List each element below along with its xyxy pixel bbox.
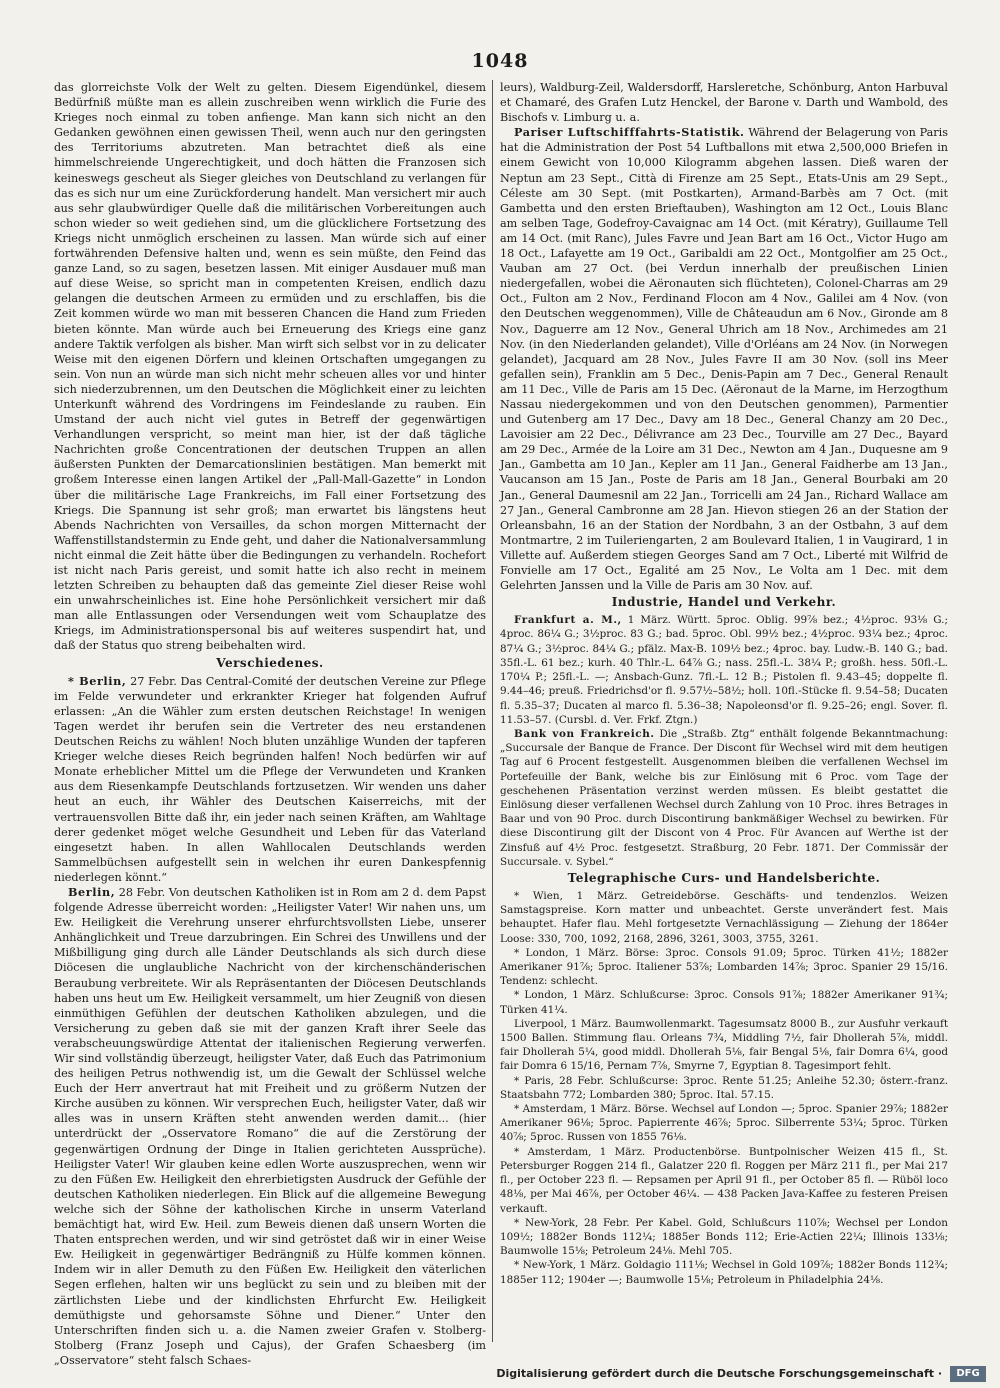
- dfg-logo: DFG: [950, 1366, 986, 1382]
- market-report: [500, 727, 948, 869]
- article-text: Während der Belagerung von Paris hat die Administration der Post 54 Luftballons mit etwa 2,500,000 Briefen in einem Gewicht von 10,000 Kilogramm abgehen lassen. Dieß waren der Neptun am 23 Sept., Città di Firenze am 25 Sept., Etats-Unis am 29 Sept., Céleste am 30 Sept. (mit Postkarten), Armand-Barbès am 7 Oct. (mit Gambetta und den ersten Brieftauben), Washington am 12 Oct., Louis Blanc am selben Tage, Godefroy-Cavaignac am 14 Oct. (mit Kératry), Guillaume Tell am 14 Oct. (mit Ranc), Jules Favre und Jean Bart am 16 Oct., Victor Hugo am 18 Oct., Lafayette am 19 Oct., Garibaldi am 22 Oct., Montgolfier am 25 Oct., Vauban am 27 Oct. (bei Verdun innerhalb der preußischen Linien niedergefallen, wobei die Aëronauten sich flüchteten), Colonel-Charras am 29 Oct., Fulton am 2 Nov., Ferdinand Flocon am 4 Nov., Galilei am 4 Nov. (von den Deutschen weggenommen), Ville de Châteaudun am 6 Nov., Gironde am 8 Nov., Daguerre am 12 Nov., General Uhrich am 18 Nov., Archimedes am 21 Nov. (in den Niederlanden gelandet), Ville d'Orléans am 24 Nov. (in Norwegen gelandet), Jacquard am 28 Nov., Jules Favre II am 30 Nov. (soll ins Meer gefallen sein), Franklin am 5 Dec., Denis-Papin am 7 Dec., General Renault am 11 Dec., Ville de Paris am 15 Dec. (Aëronaut de la Marne, im Herzogthum Nassau niedergekommen und von den Deutschen genommen), Parmentier und Gutenberg am 17 Dec., Davy am 18 Dec., General Chanzy am 20 Dec., Lavoisier am 22 Dec., Délivrance am 23 Dec., Tourville am 27 Dec., Bayard am 29 Dec., Armée de la Loire am 31 Dec., Newton am 4 Jan., Duquesne am 9 Jan., Gambetta am 10 Jan., Kepler am 11 Jan., General Faidherbe am 13 Jan., Vaucanson am 15 Jan., Poste de Paris am 18 Jan., General Bourbaki am 20 Jan., General Daumesnil am 22 Jan., Torricelli am 24 Jan., Richard Wallace am 27 Jan., General Cambronne am 28 Jan. Hievon stiegen 26 an der Station der Orleansbahn, 16 an der Station der Nordbahn, 3 an der Ostbahn, 3 auf dem Montmartre, 2 im Tuileriengarten, 2 am Boulevard Italien, 1 in Vaugirard, 1 in Villette auf. Außerdem stiegen Georges Sand am 7 Oct., Liberté mit Wilfrid de Fonvielle am 17 Oct., Egalité am 25 Nov., Le Volta am 1 Dec. mit dem Gelehrten Janssen und la Ville de Paris am 30 Nov. auf.: [500, 126, 948, 593]
- dateline: Bank von Frankreich.: [514, 727, 655, 740]
- left-column: [54, 80, 486, 1367]
- column-divider: [492, 80, 493, 1342]
- dateline: Pariser Luftschifffahrts-Statistik.: [514, 125, 745, 140]
- telegraph-report: * New-York, 28 Febr. Per Kabel. Gold, Schlußcurs 110⅞; Wechsel per London 109½; 1882er Bonds 112¼; 1885er Bonds 112; Erie-Actien 22¼; Illinois 133⅛; Baumwolle 15⅛; Petroleum 24⅛. Mehl 705.: [500, 1216, 948, 1258]
- telegraph-report: * Amsterdam, 1 März. Productenbörse. Buntpolnischer Weizen 415 fl., St. Petersburger Roggen 214 fl., Galatzer 220 fl. Roggen per März 211 fl., per Mai 217 fl., per October 223 fl. — Repsamen per April 91 fl., per October 85 fl. — Rüböl loco 48⅛, per Mai 46⅞, per October 46¼. — 438 Packen Java-Kaffee zu festeren Preisen verkauft.: [500, 1145, 948, 1215]
- telegraph-report: Liverpool, 1 März. Baumwollenmarkt. Tagesumsatz 8000 B., zur Ausfuhr verkauft 1500 Ballen. Stimmung flau. Orleans 7¾, Middling 7½, fair Dhollerah 5⅞, middl. fair Dhollerah 5¼, good middl. Dhollerah 5⅛, fair Bengal 5⅛, fair Domra 6¼, good fair Domra 6 15/16, Pernam 7⅞, Smyrne 7, Egyptian 8. Tagesimport fehlt.: [500, 1017, 948, 1073]
- telegraph-report: * Wien, 1 März. Getreidebörse. Geschäfts- und tendenzlos. Weizen Samstagspreise. Korn matter und unbeachtet. Gerste unverändert fest. Mais behauptet. Hafer flau. Mehl fortgesetzte Vernachlässigung — Ziehung der 1864er Loose: 330, 700, 1092, 2168, 2896, 3261, 3003, 3755, 3261.: [500, 890, 948, 945]
- telegraph-report: * Amsterdam, 1 März. Börse. Wechsel auf London —; 5proc. Spanier 29⅞; 1882er Amerikaner 96⅛; 5proc. Papierrente 46⅞; 5proc. Silberrente 53¼; 5proc. Türken 40⅞; 5proc. Russen von 1855 76⅛.: [500, 1103, 948, 1144]
- footer: [0, 1364, 1000, 1388]
- article-text: 28 Febr. Von deutschen Katholiken ist in Rom am 2 d. dem Papst folgende Adresse überreicht worden: „Heiligster Vater! Wir nahen uns, um Ew. Heiligkeit die Verehrung unserer ehrfurchtsvollsten Liebe, unserer Anhänglichkeit und Treue darzubringen. Ein Schrei des Unwillens und der Mißbilligung ging durch alle Länder Deutschlands als sich durch diese Diöcesen die unglaubliche Nachricht von der kirchenschänderischen Beraubung verbreitete. Wir als Repräsentanten der Diöcesen Deutschlands haben uns heut um Ew. Heiligkeit versammelt, um hier Zeugniß von diesen einmüthigen Gefühlen der deutschen Katholiken abzulegen, und die Versicherung zu geben daß sie mit der ganzen Kraft ihrer Seele das verabscheuungswürdige Attentat der italienischen Regierung verwerfen. Wir sind vollständig überzeugt, heiligster Vater, daß Euch das Patrimonium des heiligen Petrus nothwendig ist, um die Gewalt der Schlüssel welche Euch der Herr anvertraut hat mit Freiheit und zu größerm Nutzen der Kirche ausüben zu können. Wir versprechen Euch, heiligster Vater, daß wir alles was in unsern Kräften steht anwenden werden damit... (hier unterdrückt der „Osservatore Romano“ die auf die Zerstörung der gegenwärtigen Ordnung der Dinge in Italien gerichteten Aussprüche). Heiligster Vater! Wir glauben keine edlen Worte auszusprechen, wenn wir zu den Füßen Ew. Heiligkeit den ehrerbietigsten Ausdruck der Gefühle der deutschen Katholiken niederlegen. Ein Blick auf die allgemeine Bewegung welche sich der Söhne der katholischen Kirche in unserm Vaterland bemächtigt hat, wird Ew. Heil. zum Beweis dienen daß unsern Worten die Thaten entsprechen werden, und wir sind getröstet daß wir in einer Weise Ew. Heiligkeit in gegenwärtiger Bedrängniß zu Hülfe kommen können. Indem wir in aller Demuth zu den Füßen Ew. Heiligkeit den väterlichen Segen erflehen, halten wir uns beglückt zu sein und zu bleiben mit der zärtlichsten Liebe und der kindlichsten Ehrfurcht Ew. Heiligkeit demüthigste und gehorsamste Söhne und Diener.“ Unter den Unterschriften finden sich u. a. die Namen zweier Grafen v. Stolberg-Stolberg (Franz Joseph und Cajus), der Grafen Schaesberg (im „Osservatore“ steht falsch Schaes-: [54, 885, 486, 1367]
- dateline: * Berlin,: [68, 673, 127, 688]
- article-text: 27 Febr. Das Central-Comité der deutschen Vereine zur Pflege im Felde verwundeter und erkrankter Krieger hat folgenden Aufruf erlassen: „An die Wähler zum ersten deutschen Reichstage! In wenigen Tagen werdet ihr berufen sein die Vertreter des neu erstandenen Deutschen Reichs zu wählen! Noch bluten unzählige Wunden der tapferen Krieger welche dieses Reich begründen halfen! Noch bedürfen wir auf Monate erheblicher Mittel um die Pflege der Verwundeten und Kranken aus dem Riesenkampfe Deutschlands fortzusetzen. Wir wenden uns daher heut an euch, ihr Wähler des Deutschen Kaiserreichs, mit der vertrauensvollen Bitte daß ihr, ein jeder nach seinen Kräften, am Wahltage derer gedenket möget welche Gesundheit und Leben für das Vaterland eingesetzt haben. In allen Wahllocalen Deutschlands werden Sammelbüchsen aufgestellt sein in welchen ihr euren Dankespfennig niederlegen könnt.“: [54, 674, 486, 884]
- dateline: Frankfurt a. M.,: [514, 614, 622, 627]
- section-heading-telegraph: Telegraphische Curs- und Handelsberichte.: [567, 870, 881, 885]
- section-heading-trade: Industrie, Handel und Verkehr.: [611, 595, 837, 610]
- article-paragraph: das glorreichste Volk der Welt zu gelten. Diesem Eigendünkel, diesem Bedürfniß müßte man es allein zuschreiben wenn wirklich die Furie des Krieges noch einmal zu toben anfienge. Man kann sich nicht an den Gedanken gewöhnen einen gewissen Theil, wenn auch nur den geringsten des Territoriums abzutreten. Man betrachtet dieß als eine himmelschreiende Ungerechtigkeit, und doch hätten die Franzosen sich keineswegs gescheut als Sieger gleiches von Deutschland zu verlangen für das es sich nur um eine Zurückforderung handelt. Man versichert mir auch aus sehr glaubwürdiger Quelle daß die militärischen Vorbereitungen auch schon wieder so weit gediehen sind, um die glücklichere Fortsetzung des Kriegs nicht unmöglich erscheinen zu lassen. Man würde sich auf einer fortwährenden Defensive halten und, wenn es sein müßte, den Feind das ganze Land, so zu sagen, besetzen lassen. Mit einiger Ausdauer muß man auf diese Weise, so spricht man in competenten Kreisen, endlich dazu gelangen die deutschen Armeen zu ermüden und zu erschlaffen, bis die Zeit kommen würde wo man mit besseren Chancen die Hand zum Frieden bieten könnte. Man würde auch bei Erneuerung des Kriegs eine ganz andere Taktik verfolgen als bisher. Man wirft sich selbst vor in zu delicater Weise mit den eigenen Dörfern und kleinen Ortschaften umgegangen zu sein. Von nun an würde man sich nicht mehr scheuen alles vor und hinter sich niederzubrennen, um den Deutschen die Möglichkeit einer zu leichten Unterkunft während des Vordringens im Feindeslande zu rauben. Ein Umstand der auch nicht viel gutes in Betreff der gegenwärtigen Verhandlungen verspricht, so meint man hier, ist der daß tägliche Nachrichten große Concentrationen der deutschen Truppen an allen äußersten Punkten der Demarcationslinien bestätigen. Man bemerkt mit großem Interesse einen langen Artikel der „Pall-Mall-Gazette“ in London über die militärische Lage Frankreichs, im Fall einer Fortsetzung des Kriegs. Die Spannung ist sehr groß; man erwartet bis längstens heut Abends Nachrichten von Versailles, da schon morgen Mitternacht der Waffenstillstandstermin zu Ende geht, und daher die Nationalversammlung nicht einmal die Zeit hätte über die Bedingungen zu verhandeln. Rochefort ist nicht nach Paris gereist, und somit hatte ich also recht in meinem letzten Schreiben zu behaupten daß das gemeinte Ziel dieser Reise wohl ein unwahrscheinliches ist. Eine hohe Persönlichkeit versichert mir daß man alle Entlassungen oder Versendungen weit vom Schauplatze des Kriegs, im Administrationspersonal bis auf weiteres suspendirt hat, und daß der Status quo streng beibehalten wird.: [54, 81, 486, 653]
- page-number: 1048: [471, 50, 529, 72]
- market-text: Die „Straßb. Ztg“ enthält folgende Bekanntmachung: „Succursale der Banque de France. Der Discont für Wechsel wird mit dem heutigen Tag auf 6 Procent festgestellt. Ausgenommen bleiben die verfallenen Wechsel im Portefeuille der Bank, welche bis zur Einlösung mit 6 Proc. vom Tage der geschehenen Präsentation verzinst werden müssen. Es bleibt gestattet die Einlösung dieser verfallenen Wechsel durch Zahlung von 10 Proc. ihres Betrages in Baar und von 90 Proc. durch Discontirung bankmäßiger Wechsel zu bewirken. Für diese Discontirung gilt der Discont von 4 Proc. Für Avancen auf Werthe ist der Zinsfuß auf 4½ Proc. festgesetzt. Straßburg, 20 Febr. 1871. Der Commissär der Succursale. v. Sybel.“: [500, 727, 948, 868]
- section-heading-verschiedenes: Verschiedenes.: [216, 655, 324, 670]
- footer-credit: Digitalisierung gefördert durch die Deutsche Forschungsgemeinschaft ·: [496, 1367, 942, 1380]
- telegraph-report: * Paris, 28 Febr. Schlußcurse: 3proc. Rente 51.25; Anleihe 52.30; österr.-franz. Staatsbahn 772; Lombarden 380; 5proc. Ital. 57.15.: [500, 1074, 948, 1101]
- market-text: 1 März. Württ. 5proc. Oblig. 99⅞ bez.; 4½proc. 93⅛ G.; 4proc. 86¼ G.; 3½proc. 83 G.; bad. 5proc. Obl. 99½ bez.; 4½proc. 93¼ bez.; 4proc. 87¼ G.; 3½proc. 84¼ G.; pfälz. Max-B. 109½ bez.; 4proc. bay. Ludw.-B. 140 G.; bad. 35fl.-L. 61 bez.; kurh. 40 Thlr.-L. 64⅞ G.; nass. 25fl.-L. 38¼ P.; großh. hess. 50fl.-L. 170¼ P.; 25fl.-L. —; Ansbach-Gunz. 7fl.-L. 12 B.; Pistolen fl. 9.43–45; doppelte fl. 9.44–46; preuß. Friedrichsd'or fl. 9.57½–58½; holl. 10fl.-Stücke fl. 9.54–58; Ducaten fl. 5.35–37; Ducaten al marco fl. 5.36–38; Napoleonsd'or fl. 9.25–26; engl. Sover. fl. 11.53–57. (Cursbl. d. Ver. Frkf. Ztgn.): [500, 614, 948, 726]
- article-paragraph: [500, 125, 948, 593]
- telegraph-report: * London, 1 März. Börse: 3proc. Consols 91.09; 5proc. Türken 41½; 1882er Amerikaner 91⅞; 5proc. Italiener 53⅞; Lombarden 14⅞; 3proc. Spanier 29 15/16. Tendenz: schlecht.: [500, 946, 948, 988]
- market-report: [500, 613, 948, 727]
- article-paragraph: [54, 885, 486, 1368]
- right-column: [500, 80, 948, 1340]
- telegraph-report: * New-York, 1 März. Goldagio 111⅛; Wechsel in Gold 109⅞; 1882er Bonds 112¾; 1885er 112; 1904er —; Baumwolle 15⅛; Petroleum in Philadelphia 24⅛.: [500, 1259, 948, 1286]
- article-paragraph: leurs), Waldburg-Zeil, Waldersdorff, Harsleretche, Schönburg, Anton Harbuval et Chamaré, des Grafen Lutz Henckel, der Barone v. Darth und Wambold, des Bischofs v. Limburg u. a.: [500, 81, 948, 125]
- article-paragraph: [54, 674, 486, 885]
- telegraph-report: * London, 1 März. Schlußcurse: 3proc. Consols 91⅞; 1882er Amerikaner 91¾; Türken 41¼.: [500, 989, 948, 1016]
- dateline: Berlin,: [68, 884, 116, 899]
